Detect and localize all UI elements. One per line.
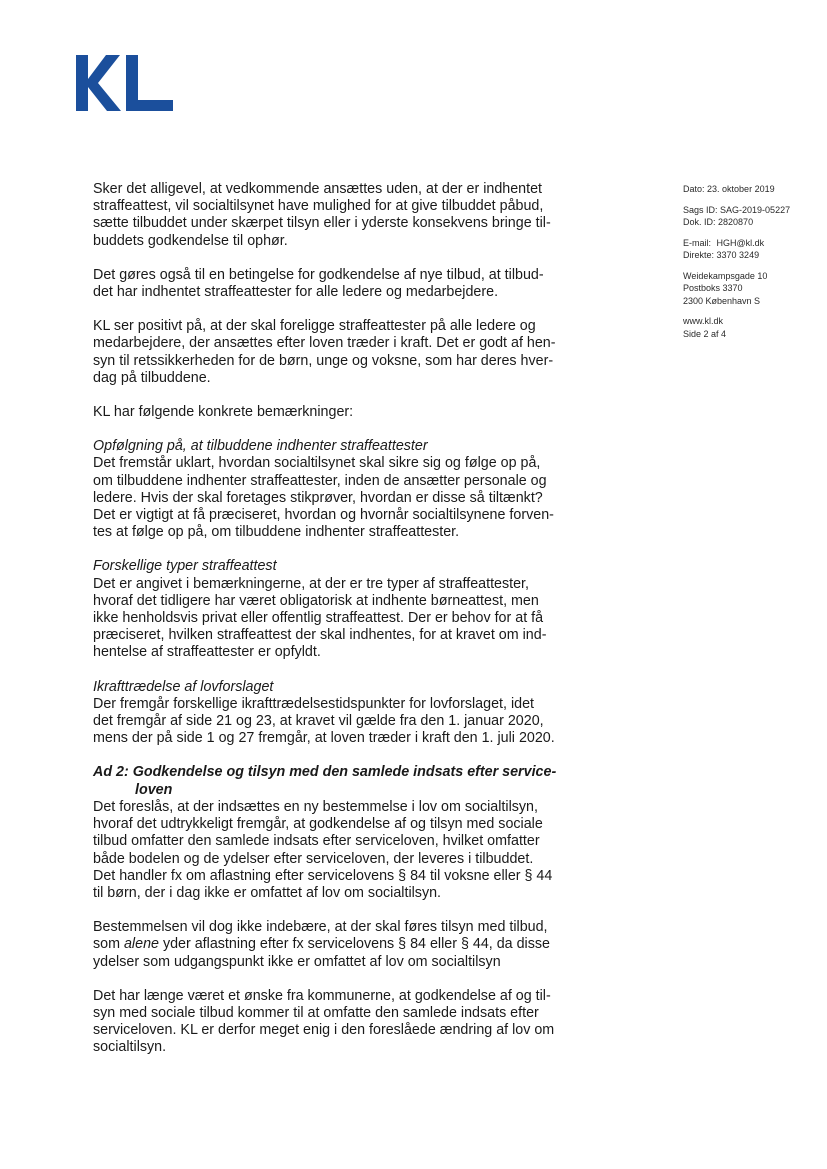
paragraph-5 <box>93 919 573 971</box>
email-label: E-mail: <box>683 237 712 248</box>
text-line: KL har følgende konkrete bemærkninger: <box>93 404 354 421</box>
text-line: hvoraf det udtrykkeligt fremgår, at godkendelse af og tilsyn med sociale <box>93 816 543 833</box>
email-value[interactable]: HGH@kl.dk <box>716 237 765 248</box>
text-line: dag på tilbuddene. <box>93 369 211 386</box>
address-postbox: Postboks 3370 <box>683 283 743 293</box>
text-line: mens der på side 1 og 27 fremgår, at loven træder i kraft den 1. juli 2020. <box>93 730 555 747</box>
kl-logo-graphic <box>76 55 176 115</box>
paragraph-3 <box>93 318 573 387</box>
text-line: socialtilsyn. <box>93 1039 167 1056</box>
text-line: det har indhentet straffeattester for alle ledere og medarbejdere. <box>93 284 499 301</box>
text-line: ydelser som udgangspunkt ikke er omfattet af lov om socialtilsyn <box>93 953 501 970</box>
email-line <box>683 237 813 250</box>
text-line: buddets godkendelse til ophør. <box>93 232 288 249</box>
paragraph-2 <box>93 267 573 301</box>
text-line: Der fremgår forskellige ikrafttrædelsestidspunkter for lovforslaget, idet <box>93 695 534 712</box>
text-line: ledere. Hvis der skal foretages stikprøver, hvordan er disse så tiltænkt? <box>93 489 543 506</box>
text-line: præciseret, hvilken straffeattest der skal indhentes, for at kravet om ind- <box>93 627 547 644</box>
text-line: tilbud omfatter den samlede indsats efter serviceloven, hvilket omfatter <box>93 833 540 850</box>
text-line: syn med sociale tilbud kommer til at omfatte den samlede indsats efter <box>93 1004 539 1021</box>
text-line: straffeattest, vil socialtilsynet have mulighed for at give tilbuddet påbud, <box>93 198 544 215</box>
direkte-line <box>683 249 813 262</box>
text-line: Det fremstår uklart, hvordan socialtilsynet skal sikre sig og følge op på, <box>93 455 541 472</box>
date-line <box>683 183 813 196</box>
kl-logo <box>76 55 176 115</box>
text-line: til børn, der i dag ikke er omfattet af lov om socialtilsyn. <box>93 884 442 901</box>
text-line: tes at følge op på, om tilbuddene indhenter straffeattester. <box>93 524 460 541</box>
text-line: Sker det alligevel, at vedkommende ansættes uden, at der er indhentet <box>93 181 543 197</box>
dok-id-line <box>683 216 813 229</box>
text-line: Det er vigtigt at få præciseret, hvordan og hvornår socialtilsynene forven- <box>93 507 554 524</box>
ad2-heading-continued: loven <box>135 781 173 798</box>
text-fragment: yder aflastning efter fx servicelovens § 84 eller § 44, da disse <box>158 936 550 953</box>
text-line: medarbejdere, der ansættes efter loven træder i kraft. Det er godt af hen- <box>93 335 556 352</box>
web-group <box>683 315 813 340</box>
document-metadata <box>683 183 813 348</box>
text-line: Det er angivet i bemærkningerne, at der er tre typer af straffeattester, <box>93 575 530 592</box>
section-heading: Forskellige typer straffeattest <box>93 558 277 575</box>
section-heading: Opfølgning på, at tilbuddene indhenter straffeattester <box>93 438 428 455</box>
text-line: Det gøres også til en betingelse for godkendelse af nye tilbud, at tilbud- <box>93 266 544 283</box>
sags-id-value: SAG-2019-05227 <box>720 204 791 215</box>
contact-group <box>683 237 813 262</box>
text-line <box>93 936 573 953</box>
address-street: Weidekampsgade 10 <box>683 270 768 281</box>
text-line: serviceloven. KL er derfor meget enig i den foreslåede ændring af lov om <box>93 1022 555 1039</box>
id-group <box>683 204 813 229</box>
date-group <box>683 183 813 196</box>
date-value: 23. oktober 2019 <box>707 184 775 194</box>
direkte-value: 3370 3249 <box>716 250 760 260</box>
text-line: Bestemmelsen vil dog ikke indebære, at der skal føres tilsyn med tilbud, <box>93 919 548 936</box>
text-line: Det foreslås, at der indsættes en ny bestemmelse i lov om socialtilsyn, <box>93 798 538 815</box>
text-line: om tilbuddene indhenter straffeattester, inden de ansætter personale og <box>93 472 547 489</box>
address-city: 2300 København S <box>683 295 761 306</box>
section-ad2 <box>93 764 573 902</box>
text-fragment: som <box>93 936 124 953</box>
text-line: KL ser positivt på, at der skal foreligge straffeattester på alle ledere og <box>93 318 536 335</box>
text-line: hvoraf det tidligere har været obligatorisk at indhente børneattest, men <box>93 592 539 609</box>
text-line: syn til retssikkerheden for de børn, unge og voksne, som har deres hver- <box>93 352 554 369</box>
text-line: både bodelen og de ydelser efter serviceloven, der leveres i tilbuddet. <box>93 850 534 867</box>
page-number: Side 2 af 4 <box>683 328 727 339</box>
text-line: Det handler fx om aflastning efter servicelovens § 84 til voksne eller § 44 <box>93 867 553 884</box>
paragraph-6 <box>93 988 573 1057</box>
text-line: sætte tilbuddet under skærpet tilsyn eller i yderste konsekvens bringe til- <box>93 215 551 232</box>
text-line: det fremgår af side 21 og 23, at kravet vil gælde fra den 1. januar 2020, <box>93 713 544 730</box>
section-opfoelgning <box>93 438 573 541</box>
section-heading: Ikrafttrædelse af lovforslaget <box>93 678 274 695</box>
dok-id-value: 2820870 <box>718 217 754 227</box>
letter-body <box>93 181 573 1074</box>
date-label: Dato: <box>683 184 705 194</box>
text-line: Det har længe været et ønske fra kommunerne, at godkendelse af og til- <box>93 987 551 1004</box>
text-line: hentelse af straffeattester er opfyldt. <box>93 644 321 661</box>
text-line: ikke henholdsvis privat eller offentlig straffeattest. Der er behov for at få <box>93 610 544 627</box>
emphasis-alene: alene <box>123 936 159 953</box>
address-group <box>683 270 813 308</box>
paragraph-1 <box>93 181 573 250</box>
direkte-label: Direkte: <box>683 250 715 260</box>
website-link[interactable]: www.kl.dk <box>683 316 724 326</box>
sags-id-label: Sags ID: <box>683 204 718 215</box>
sags-id-line <box>683 204 813 217</box>
section-typer <box>93 558 573 661</box>
paragraph-4 <box>93 404 573 421</box>
dok-id-label: Dok. ID: <box>683 217 716 227</box>
ad2-heading: Ad 2: Godkendelse og tilsyn med den samlede indsats efter service- <box>93 764 557 781</box>
section-ikrafttraedelse <box>93 679 573 748</box>
